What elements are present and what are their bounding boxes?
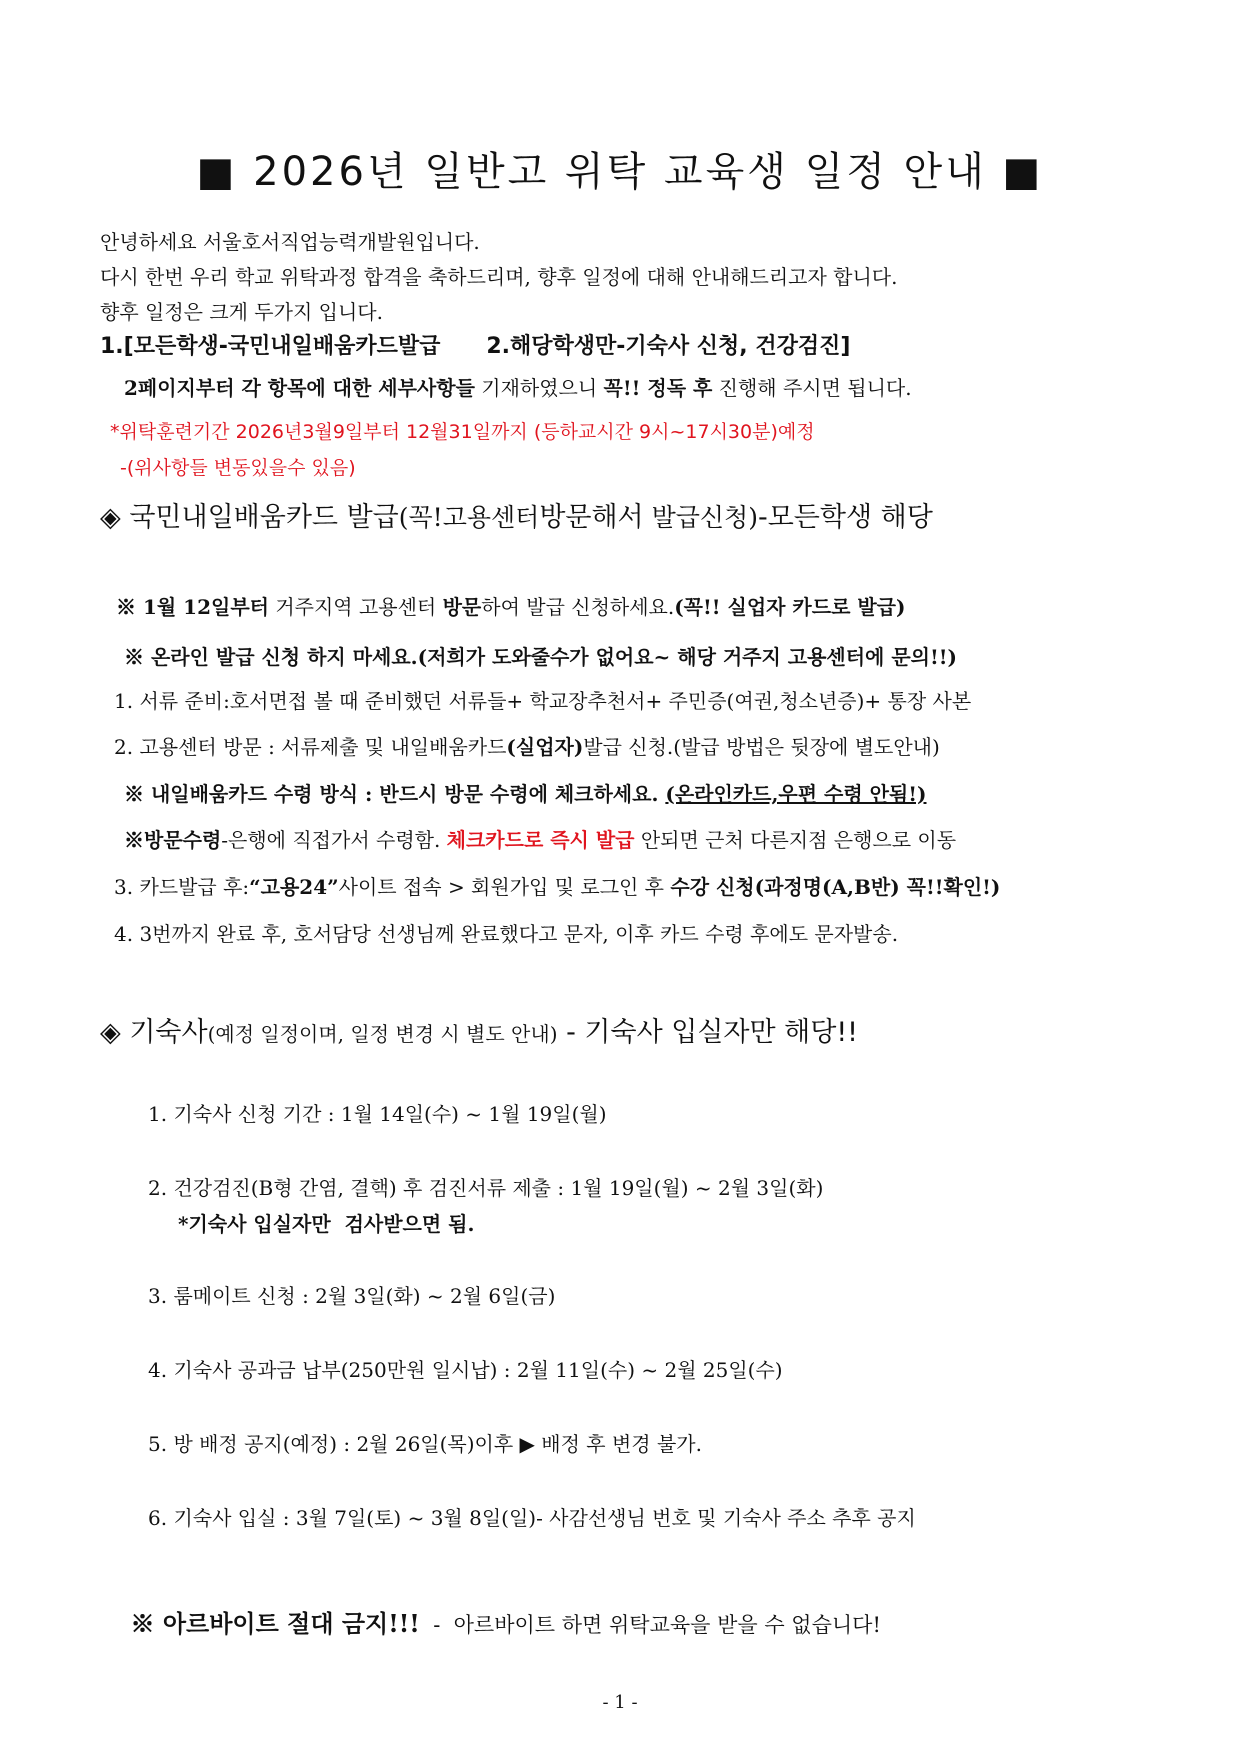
card-heading-main: ◈ 국민내일배움카드 발급	[100, 502, 399, 533]
card-receive-method	[124, 780, 927, 808]
card-step-3-mid: 사이트 접속 > 회원가입 및 로그인 후	[338, 875, 671, 899]
section-dorm-heading	[100, 1015, 858, 1052]
dorm-step-3: 3. 룸메이트 신청 : 2월 3일(화) ~ 2월 6일(금)	[148, 1284, 556, 1308]
intro-summary: 향후 일정은 크게 두가지 입니다.	[100, 300, 383, 324]
card-step-3-enroll: 수강 신청(과정명(A,B반) 꼭!!확인!)	[670, 875, 1001, 899]
card-visit-receive	[124, 826, 956, 854]
parttime-warning-bold: ※ 아르바이트 절대 금지!!!	[130, 1609, 420, 1638]
visit-receive-label: ※방문수령	[124, 828, 222, 852]
receive-method-warning: (온라인카드,우편 수령 안됨!)	[665, 782, 927, 806]
page-title: ■ 2026년 일반고 위탁 교육생 일정 안내 ■	[196, 149, 1044, 195]
card-note-visit-word: 방문	[442, 595, 482, 619]
visit-receive-text: -은행에 직접가서 수령함.	[221, 828, 447, 852]
intro-schedule-list: 1.[모든학생-국민내일배움카드발급 2.해당학생만-기숙사 신청, 건강검진]	[100, 334, 851, 359]
card-step-2-text: 2. 고용센터 방문 : 서류제출 및 내일배움카드	[114, 735, 507, 759]
details-note-bold: 2페이지부터 각 항목에 대한 세부사항들	[124, 376, 475, 400]
intro-details-note	[124, 374, 912, 402]
card-step-3-site: “고용24”	[249, 875, 339, 899]
visit-receive-tail: 안되면 근처 다른지점 은행으로 이동	[634, 828, 957, 852]
section-card-heading	[100, 500, 933, 536]
card-step-3	[114, 873, 1000, 901]
details-note-text: 기재하였으니	[474, 376, 604, 400]
dorm-step-2-note: *기숙사 입실자만 검사받으면 됨.	[178, 1212, 475, 1236]
details-note-emphasis: 꼭!! 정독 후	[603, 376, 713, 400]
card-note-visit	[116, 593, 905, 621]
card-heading-target: -모든학생 해당	[757, 502, 933, 533]
change-notice: -(위사항들 변동있을수 있음)	[120, 457, 356, 479]
card-step-2-tail: 발급 신청.(발급 방법은 뒷장에 별도안내)	[583, 735, 940, 759]
card-step-3-text: 3. 카드발급 후:	[114, 875, 250, 899]
card-step-4: 4. 3번까지 완료 후, 호서담당 선생님께 완료했다고 문자, 이후 카드 수령 후에도 문자발송.	[114, 922, 899, 946]
card-note-text2: 하여 발급 신청하세요.	[481, 595, 675, 619]
intro-greeting: 안녕하세요 서울호서직업능력개발원입니다.	[100, 230, 480, 254]
parttime-warning	[100, 1576, 881, 1673]
card-heading-visit: 방문해서	[539, 502, 644, 533]
card-note-date: ※ 1월 12일부터	[116, 595, 269, 619]
card-note-unemployed: (꼭!! 실업자 카드로 발급)	[674, 595, 906, 619]
receive-method-text: ※ 내일배움카드 수령 방식 : 반드시 방문 수령에 체크하세요.	[124, 782, 666, 806]
dorm-heading-target: - 기숙사 입실자만 해당!!	[557, 1017, 858, 1048]
parttime-warning-text: - 아르바이트 하면 위탁교육을 받을 수 없습니다!	[419, 1613, 881, 1637]
dorm-step-2: 2. 건강검진(B형 간염, 결핵) 후 검진서류 제출 : 1월 19일(월) ~ 2월 3일(화)	[148, 1176, 824, 1200]
card-step-1: 1. 서류 준비:호서면접 볼 때 준비했던 서류들+ 학교장추천서+ 주민증(여권,청소년증)+ 통장 사본	[114, 689, 972, 713]
dorm-heading-main: ◈ 기숙사	[100, 1017, 208, 1048]
dorm-step-5: 5. 방 배정 공지(예정) : 2월 26일(목)이후 ▶ 배정 후 변경 불가.	[148, 1432, 702, 1456]
dorm-heading-note: (예정 일정이며, 일정 변경 시 별도 안내)	[207, 1022, 558, 1046]
dorm-step-1: 1. 기숙사 신청 기간 : 1월 14일(수) ~ 1월 19일(월)	[148, 1102, 607, 1126]
card-note-text: 거주지역 고용센터	[268, 595, 443, 619]
dorm-step-4: 4. 기숙사 공과금 납부(250만원 일시납) : 2월 11일(수) ~ 2월 25일(수)	[148, 1358, 783, 1382]
card-note-no-online: ※ 온라인 발급 신청 하지 마세요.(저희가 도와줄수가 없어요~ 해당 거주지 고용센터에 문의!!)	[124, 645, 957, 669]
intro-congrats: 다시 한번 우리 학교 위탁과정 합격을 축하드리며, 향후 일정에 대해 안내해드리고자 합니다.	[100, 265, 898, 289]
training-period-notice: *위탁훈련기간 2026년3월9일부터 12월31일까지 (등하교시간 9시~17시30분)예정	[110, 421, 815, 443]
card-step-2-type: (실업자)	[506, 735, 584, 759]
card-heading-apply: 발급신청)	[643, 503, 758, 532]
page-number: - 1 -	[602, 1692, 638, 1713]
card-heading-paren: (꼭!고용센터	[398, 503, 540, 532]
visit-receive-check-card: 체크카드로 즉시 발급	[446, 828, 635, 852]
details-note-tail: 진행해 주시면 됩니다.	[712, 376, 912, 400]
dorm-step-6: 6. 기숙사 입실 : 3월 7일(토) ~ 3월 8일(일)- 사감선생님 번호 및 기숙사 주소 추후 공지	[148, 1506, 916, 1530]
card-step-2	[114, 733, 940, 761]
